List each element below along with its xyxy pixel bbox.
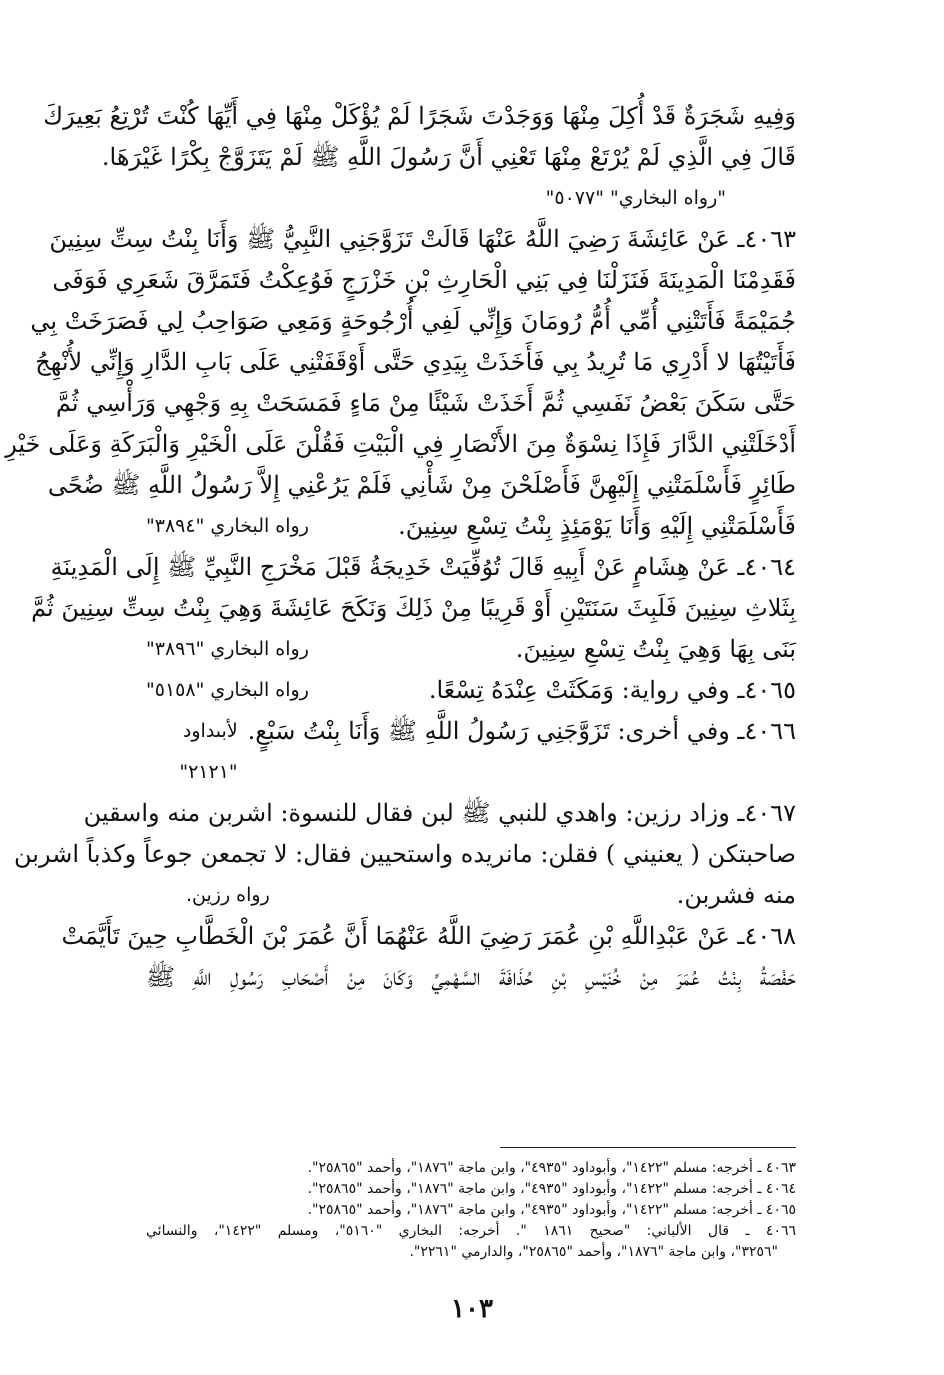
reference-abudawud-2121: لأبىداود "٢١٢١" xyxy=(179,720,238,783)
reference-razin: رواه رزين. xyxy=(186,884,270,906)
hadith-line: ٤٠٦٣ـ عَنْ عَائِشَةَ رَضِيَ اللَّهُ عَنْهَا قَالَتْ تَزَوَّجَنِي النَّبِيُّ ﷺ وَأَنَا بِنْتُ سِتِّ سِنِينَ xyxy=(49,225,796,253)
hadith-line: فَأَسْلَمَتْنِي إِلَيْهِ وَأَنَا يَوْمَئِذٍ بِنْتُ تِسْعِ سِنِينَ. xyxy=(398,512,796,540)
hadith-line: ٤٠٦٤ـ عَنْ هِشَامٍ عَنْ أَبِيهِ قَالَ تُوُفِّيَتْ خَدِيجَةُ قَبْلَ مَخْرَجِ النَّبِيِّ ﷺ إِلَى الْمَدِينَةِ xyxy=(50,553,796,581)
hadith-line: حَفْصَةُ بِنْتُ عُمَرَ مِنْ خُنَيْسِ بْنِ حُذَافَةَ السَّهْمِيِّ وَكَانَ مِنْ أَصْحَابِ رَسُولِ اللَّهِ ﷺ xyxy=(146,963,796,991)
hadith-line: ٤٠٦٥ـ وفي رواية: وَمَكَثَتْ عِنْدَهُ تِسْعًا. xyxy=(428,676,796,704)
reference-bukhari-5077: "رواه البخاري" "٥٠٧٧" xyxy=(545,187,726,209)
page-number: ١٠٣ xyxy=(451,1294,493,1324)
hadith-line: صاحبتكن ( يعنيني ) فقلن: مانريده واستحيين فقال: لا تجمعن جوعاً وكذباً اشربن xyxy=(14,840,796,868)
hadith-line: فَأَتَيْتُهَا لا أَدْرِي مَا تُرِيدُ بِي فَأَخَذَتْ بِيَدِي حَتَّى أَوْقَفَتْنِي عَلَى بَابِ الدَّارِ وَإِنِّي لأُنْهِجُ xyxy=(35,348,796,376)
reference-bukhari-3894: رواه البخاري "٣٨٩٤" xyxy=(146,515,309,537)
hadith-line: أَدْخَلَتْنِي الدَّارَ فَإِذَا نِسْوَةٌ مِنَ الأَنْصَارِ فِي الْبَيْتِ فَقُلْنَ عَلَى الْخَيْرِ وَالْبَرَكَةِ وَعَلَى خَيْرِ xyxy=(5,430,796,458)
hadith-line: ٤٠٦٧ـ وزاد رزين: واهدي للنبي ﷺ لبن فقال للنسوة: اشربن منه واسقين xyxy=(83,799,796,827)
text-line: وَفِيهِ شَجَرَةٌ قَدْ أُكِلَ مِنْهَا وَوَجَدْتَ شَجَرًا لَمْ يُؤْكَلْ مِنْهَا فِي أَيِّهَا كُنْتَ تُرْتِعُ بَعِيرَكَ xyxy=(43,102,796,130)
reference-bukhari-3896: رواه البخاري "٣٨٩٦" xyxy=(146,638,309,660)
footnote: ٤٠٦٣ ـ أخرجه: مسلم "١٤٢٢"، وأبوداود "٤٩٣٥"، وابن ماجة "١٨٧٦"، وأحمد "٢٥٨٦٥". xyxy=(307,1160,796,1176)
hadith-line: جُمَيْمَةً فَأَتَتْنِي أُمِّي أُمُّ رُومَانَ وَإِنِّي لَفِي أُرْجُوحَةٍ وَمَعِي صَوَاحِبُ لِي فَصَرَخَتْ بِي xyxy=(30,307,796,335)
hadith-line: حَتَّى سَكَنَ بَعْضُ نَفَسِي ثُمَّ أَخَذَتْ شَيْئًا مِنْ مَاءٍ فَمَسَحَتْ بِهِ وَجْهِي وَرَأْسِي ثُمَّ xyxy=(55,389,796,417)
footnote: ٤٠٦٦ ـ قال الألباني: "صحيح ١٨٦١ ". أخرجه: البخاري "٥١٦٠"، ومسلم "١٤٢٢"، والنسائي xyxy=(146,1223,796,1239)
hadith-line: بِثَلاثِ سِنِينَ فَلَبِثَ سَنَتَيْنِ أَوْ قَرِيبًا مِنْ ذَلِكَ وَنَكَحَ عَائِشَةَ وَهِيَ بِنْتُ سِتِّ سِنِينَ ثُمَّ xyxy=(31,594,796,622)
hadith-4067 xyxy=(14,793,796,916)
footnote: "٣٢٥٦"، وابن ماجة "١٨٧٦"، وأحمد "٢٥٨٦٥"، والدارمي "٢٢٦١". xyxy=(409,1244,778,1260)
footnote: ٤٠٦٤ ـ أخرجه: مسلم "١٤٢٢"، وأبوداود "٤٩٣٥"، وابن ماجة "١٨٧٦"، وأحمد "٢٥٨٦٥". xyxy=(307,1181,796,1197)
hadith-4064 xyxy=(31,547,796,670)
footnotes xyxy=(146,1158,796,1263)
hadith-4066 xyxy=(146,711,796,793)
reference-bukhari-5158: رواه البخاري "٥١٥٨" xyxy=(146,679,309,701)
footnote: ٤٠٦٥ ـ أخرجه: مسلم "١٤٢٢"، وأبوداود "٤٩٣٥"، وابن ماجة "١٨٧٦"، وأحمد "٢٥٨٦٥". xyxy=(307,1202,796,1218)
hadith-4063 xyxy=(5,219,796,547)
hadith-line: ٤٠٦٨ـ عَنْ عَبْدِاللَّهِ بْنِ عُمَرَ رَضِيَ اللَّهُ عَنْهُمَا أَنَّ عُمَرَ بْنَ الْخَطَّابِ حِينَ تَأَيَّمَتْ xyxy=(61,922,796,950)
main-text xyxy=(5,96,796,998)
hadith-line: فَقَدِمْنَا الْمَدِينَةَ فَنَزَلْنَا فِي بَنِي الْحَارِثِ بْنِ خَزْرَجٍ فَوُعِكْتُ فَتَمَرَّقَ شَعَرِي فَوَفَى xyxy=(52,266,796,294)
hadith-line: منه فشربن. xyxy=(676,881,796,909)
hadith-line: طَائِرٍ فَأَسْلَمَتْنِي إِلَيْهِنَّ فَأَصْلَحْنَ مِنْ شَأْنِي فَلَمْ يَرُعْنِي إِلاَّ رَسُولُ اللَّهِ ﷺ ضُحًى xyxy=(47,471,796,499)
text-line: قَالَ فِي الَّذِي لَمْ يُرْتَعْ مِنْهَا تَعْنِي أَنَّ رَسُولَ اللَّهِ ﷺ لَمْ يَتَزَوَّجْ بِكْرًا غَيْرَهَا. xyxy=(101,143,796,171)
footnote-divider xyxy=(500,1147,796,1148)
hadith-line: ٤٠٦٦ـ وفي أخرى: تَزَوَّجَنِي رَسُولُ اللَّهِ ﷺ وَأَنَا بِنْتُ سَبْعٍ. xyxy=(247,717,796,745)
hadith-4065 xyxy=(146,670,796,711)
hadith-line: بَنَى بِهَا وَهِيَ بِنْتُ تِسْعِ سِنِينَ. xyxy=(515,635,796,663)
hadith-4068 xyxy=(61,916,796,998)
